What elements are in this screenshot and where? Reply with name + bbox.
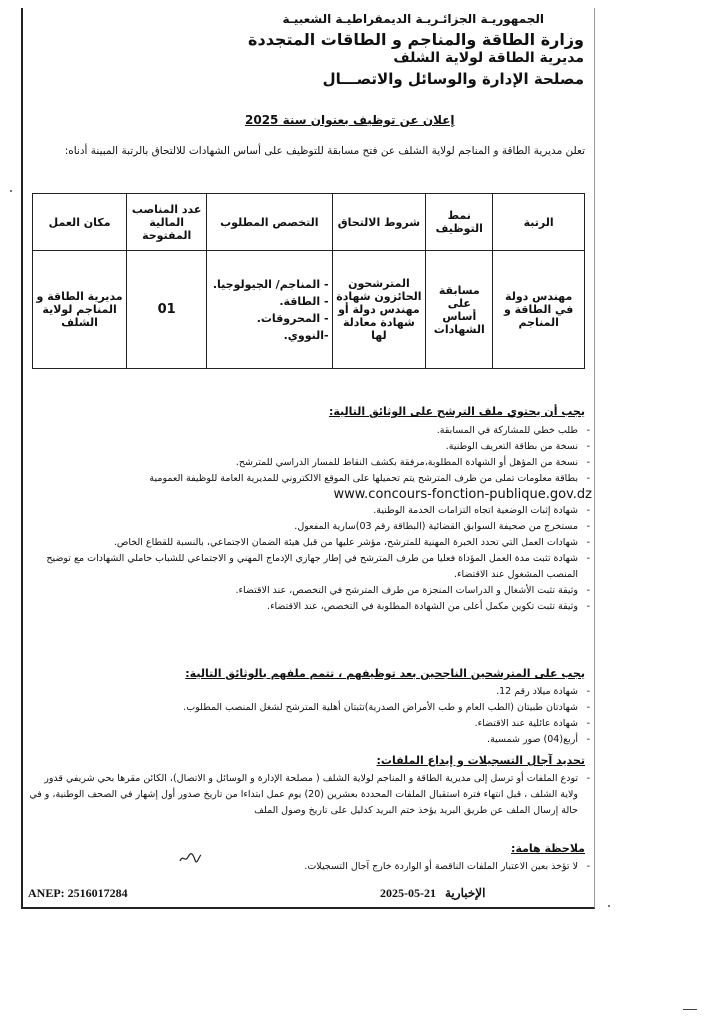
specialty-item: - المحروقات. — [256, 311, 329, 325]
header-posts: عدد المناصب المالية المفتوحة — [127, 194, 207, 251]
specialty-item: - الطاقة. — [279, 294, 329, 308]
final-section-heading: يجب على المترشحين الناجحين بعد توظيفهم ، تتمم ملفهم بالوثائق التالية: — [185, 667, 585, 680]
list-item: - مستخرج من صحيفة السوابق القضائية (البطاقة رقم 03)سارية المفعول. — [26, 519, 592, 535]
cell-place: مديرية الطاقة و المناجم لولاية الشلف — [33, 251, 127, 369]
cell-conditions: المترشحون الحائزون شهادة مهندس دولة أو شهادة معادلة لها — [332, 251, 426, 369]
deadline-section-heading: تحديد آجال التسجيلات و إيداع الملفات: — [376, 754, 585, 767]
header-conditions: شروط الالتحاق — [332, 194, 426, 251]
final-documents-list — [26, 684, 592, 748]
cell-specialties — [207, 251, 332, 369]
publication-footer — [380, 886, 485, 901]
note-heading: ملاحظة هامة: — [511, 842, 585, 855]
table-header-row — [33, 194, 585, 251]
ministry-line: وزارة الطاقة والمناجم و الطاقات المتجددة — [248, 30, 584, 49]
list-item: - نسخة من المؤهل أو الشهادة المطلوبة،مرفقة بكشف النقاط للمسار الدراسي للمترشح. — [26, 455, 592, 471]
deadline-paragraph: - تودع الملفات أو ترسل إلى مديرية الطاقة و المناجم لولاية الشلف ( مصلحة الإدارة و الوسائل و الاتصال)، الكائن مقرها بحي شريفي قدور ولاية الشلف ، قبل انتهاء فترة استقبال الملفات المحددة بعشرين (20) يوم عمل ابتداءا من تاريخ صدور أول إشهار في الصحف الوطنية، و في حالة إرسال الملف عن طريق البريد يؤخذ ختم البريد كدليل على تاريخ وصول الملف — [26, 771, 592, 819]
scan-speck — [10, 190, 12, 192]
header-specialty: التخصص المطلوب — [207, 194, 332, 251]
list-item: - أربع(04) صور شمسية. — [26, 732, 592, 748]
note-paragraph: - لا تؤخذ بعين الاعتبار الملفات الناقصة أو الواردة خارج آجال التسجيلات. — [26, 859, 592, 875]
header-mode: نمط التوظيف — [426, 194, 493, 251]
intro-paragraph: تعلن مديرية الطاقة و المناجم لولاية الشلف عن فتح مسابقة للتوظيف على أساس الشهادات للالتحاق بالرتبة المبينة أدناه: — [64, 145, 585, 157]
cell-posts: 01 — [127, 251, 207, 369]
service-line: مصلحة الإدارة والوسائل والاتصـــال — [322, 70, 584, 88]
list-item: - وثيقة تثبت الأشغال و الدراسات المنجزة من طرف المترشح في التخصص، عند الاقتضاء. — [26, 583, 592, 599]
list-item: - شهادة تثبت مدة العمل المؤداة فعليا من طرف المترشح في إطار جهازي الإدماج المهني و الاجتماعي للشباب حاملي الشهادات مع توضيح المنصب المشغول عند الاقتضاء. — [26, 551, 592, 583]
announcement-title: إعلان عن توظيف بعنوان سنة 2025 — [245, 113, 455, 127]
newspaper-name: الإخبارية — [445, 886, 486, 900]
publication-date: 2025-05-21 — [380, 886, 436, 900]
signature-mark — [178, 850, 202, 866]
list-item: - وثيقة تثبت تكوين مكمل أعلى من الشهادة المطلوبة في التخصص، عند الاقتضاء. — [26, 599, 592, 615]
header-place: مكان العمل — [33, 194, 127, 251]
scan-mark — [683, 1009, 697, 1010]
directorate-line: مديرية الطاقة لولاية الشلف — [393, 50, 584, 66]
anep-reference: ANEP: 2516017284 — [28, 886, 128, 900]
jobs-table — [32, 193, 585, 369]
list-item: - نسخة من بطاقة التعريف الوطنية. — [26, 439, 592, 455]
specialty-item: -النووي. — [283, 328, 329, 342]
cell-grade: مهندس دولة في الطاقة و المناجم — [493, 251, 585, 369]
header-grade: الرتبة — [493, 194, 585, 251]
list-item: - شهادة إثبات الوضعية اتجاه التزامات الخدمة الوطنية. — [26, 503, 592, 519]
specialty-item: - المناجم/ الجيولوجيا. — [212, 277, 329, 291]
list-item: - طلب خطي للمشاركة في المسابقة. — [26, 423, 592, 439]
cell-mode: مسابقة على أساس الشهادات — [426, 251, 493, 369]
list-item: - شهادة ميلاد رقم 12. — [26, 684, 592, 700]
table-row — [33, 251, 585, 369]
file-documents-list — [26, 423, 592, 615]
list-item: - شهادات العمل التي تحدد الخبرة المهنية للمترشح، مؤشر عليها من قبل هيئة الضمان الاجتماعي، بالنسبة للقطاع الخاص. — [26, 535, 592, 551]
list-item: - شهادتان طبيتان (الطب العام و طب الأمراض الصدرية)تثبتان أهلية المترشح لشغل المنصب المطلوب. — [26, 700, 592, 716]
list-item: - بطاقة معلومات تملى من طرف المترشح يتم تحميلها على الموقع الالكتروني للمديرية العامة للوظيفة العمومية — [26, 471, 592, 487]
deadline-text-block — [26, 771, 592, 819]
republic-line: الجمهوريـة الجزائـريـة الديمقراطيـة الشعبيـة — [282, 12, 544, 26]
note-text-block — [26, 859, 592, 875]
recruitment-website-link[interactable]: www.concours-fonction-publique.gov.dz — [333, 487, 592, 502]
file-section-heading: يجب أن يحتوي ملف الترشح على الوثائق التالية: — [328, 405, 585, 418]
list-item: - شهادة عائلية عند الاقتضاء. — [26, 716, 592, 732]
scan-speck — [608, 905, 610, 907]
